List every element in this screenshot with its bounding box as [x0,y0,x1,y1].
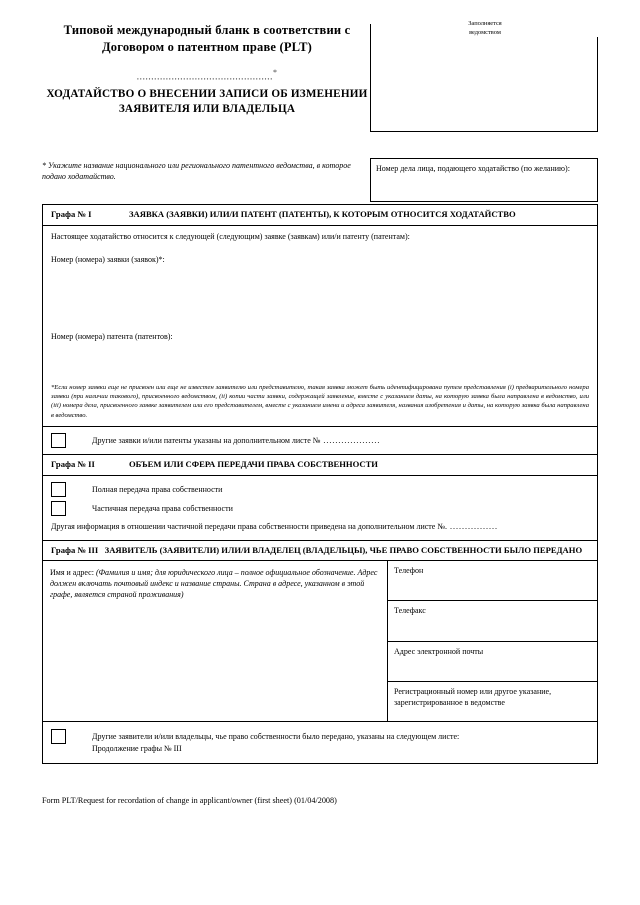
office-use-label [371,20,599,37]
section-2-header [43,454,597,476]
checkbox-other-owners[interactable] [51,729,66,744]
partial-transfer-extra-info [43,518,597,540]
form-footer: Form PLT/Request for recordation of change in applicant/owner (first sheet) (01/04/2008) [42,796,337,805]
section-1-title: ЗАЯВКА (ЗАЯВКИ) ИЛИ/И ПАТЕНТ (ПАТЕНТЫ), К КОТОРЫМ ОТНОСИТСЯ ХОДАТАЙСТВО [129,209,516,219]
application-number-label: Номер (номера) заявки (заявок)*: [51,255,165,264]
footnote-star: * [272,68,278,77]
other-owners-line-2: Продолжение графы № III [92,744,182,754]
page-subtitle: ХОДАТАЙСТВО О ВНЕСЕНИИ ЗАПИСИ ОБ ИЗМЕНЕНИИ ЗАЯВИТЕЛЯ ИЛИ ВЛАДЕЛЬЦА [46,88,368,115]
file-number-box [370,158,598,202]
checkbox-other-applications[interactable] [51,433,66,448]
fax-field[interactable] [388,601,597,641]
full-transfer-row[interactable] [43,476,597,499]
title-block [42,22,372,116]
dotted-line-dots: ............................................... [136,71,273,83]
checkbox-full-transfer[interactable] [51,482,66,497]
email-field[interactable] [388,642,597,682]
section-1-header [43,205,597,226]
other-applications-dots: ................... [320,436,381,446]
name-address-cell[interactable] [43,561,388,721]
patent-number-label: Номер (номера) патента (патентов): [51,331,173,341]
note-row [42,160,598,202]
other-applications-row[interactable] [43,426,597,454]
header-zone [42,22,598,152]
section-2-title: ОБЪЕМ ИЛИ СФЕРА ПЕРЕДАЧИ ПРАВА СОБСТВЕННОСТИ [129,459,378,470]
section-1-intro: Настоящее ходатайство относится к следующей (следующим) заявке (заявкам) или/и патенту (патентам): [51,231,410,241]
section-3-header [43,540,597,561]
other-owners-line-1: Другие заявители и/или владельцы, чье право собственности было передано, указаны на следующем листе: [92,732,460,742]
office-use-box [370,20,598,132]
section-3-title: ЗАЯВИТЕЛЬ (ЗАЯВИТЕЛИ) ИЛИ/И ВЛАДЕЛЕЦ (ВЛАДЕЛЬЦЫ), ЧЬЕ ПРАВО СОБСТВЕННОСТИ БЫЛО ПЕРЕДАНО [104,544,583,555]
name-address-label: Имя и адрес: [50,568,94,578]
registration-number-field[interactable] [388,682,597,721]
partial-transfer-row[interactable] [43,499,597,518]
partial-transfer-label: Частичная передача права собственности [92,503,233,513]
contact-fields-column [388,561,597,721]
fax-label: Телефакс [394,606,426,616]
section-1-application-area [43,226,597,326]
phone-label: Телефон [394,566,424,576]
office-name-footnote: * Укажите название национального или регионального патентного ведомства, в которое подано ходатайство. [42,161,351,181]
registration-number-label: Регистрационный номер или другое указание, зарегистрированное в ведомстве [394,686,552,707]
section-1-number: Графа № I [51,209,92,219]
section-1-footnote: *Если номер заявки еще не присвоен или еще не известен заявителю или представителю, такая заявка может быть идентифицирована путем представления (i) предварительного номера заявки (при наличии такового), присвоенного ведомством, (ii) копии части заявки, содержащей заявление, вместе с указанием даты, на которую заявка была направлена в ведомство, или (iii) номера дела, присвоенного заявке заявителем или его представителем, вместе с указанием имени и адреса заявителя, названия изобретения и даты, на которую заявка была направлена в ведомство. [51,383,589,419]
partial-transfer-extra-dots: ................ [446,521,498,531]
other-applications-text: Другие заявки и/или патенты указаны на дополнительном листе № [92,436,321,446]
page-title: Типовой международный бланк в соответствии с Договором о патентном праве (PLT) [63,23,351,54]
section-3-number: Графа № III [51,544,99,555]
other-owners-row[interactable] [43,722,597,763]
section-3-body [43,560,597,722]
partial-transfer-extra-text: Другая информация в отношении частичной передачи права собственности приведена на дополнительном листе №. [51,521,447,531]
office-use-label-line1: Заполняется [468,20,502,27]
section-2-number: Графа № II [51,459,95,470]
other-owners-label [92,729,589,755]
other-applications-label [92,433,589,447]
section-1-patent-area [43,326,597,381]
email-label: Адрес электронной почты [394,646,484,656]
file-number-label: Номер дела лица, подающего ходатайство (по желанию): [376,164,570,173]
phone-field[interactable] [388,561,597,601]
office-use-label-line2: ведомством [469,28,501,36]
full-transfer-label: Полная передача права собственности [92,484,223,494]
form-frame [42,204,598,764]
name-address-hint: (Фамилия и имя; для юридического лица – полное официальное обозначение. Адрес должен включать почтовый индекс и название страны. Страна в адресе, указанном в этой графе, является страной проживания) [50,568,378,600]
office-name-dotted-line [42,68,372,83]
checkbox-partial-transfer[interactable] [51,501,66,516]
